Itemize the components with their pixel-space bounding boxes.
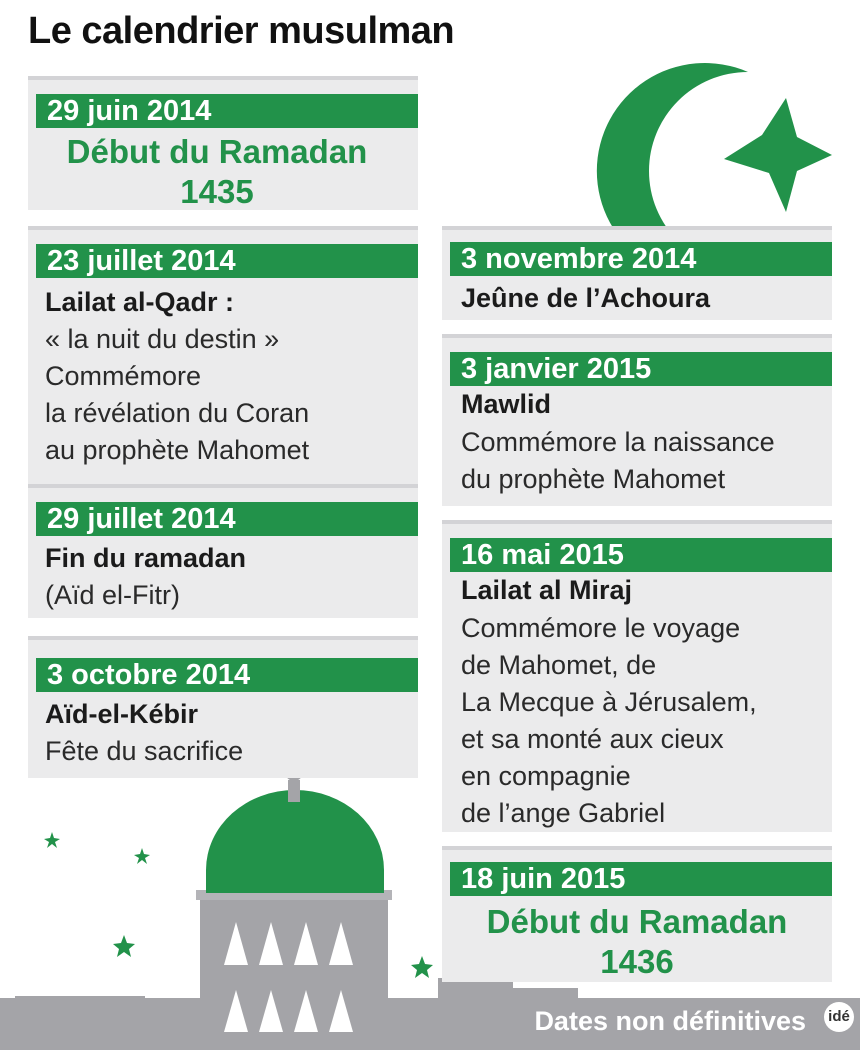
event-description: et sa monté aux cieux bbox=[461, 724, 724, 754]
event-card-mawlid bbox=[442, 334, 832, 506]
event-heading-year: 1435 bbox=[180, 173, 254, 210]
event-card-lailat-al-miraj bbox=[442, 520, 832, 832]
event-description: (Aïd el-Fitr) bbox=[45, 580, 180, 610]
event-date: 3 octobre 2014 bbox=[36, 658, 418, 692]
event-name: Fin du ramadan bbox=[45, 543, 247, 573]
event-date: 16 mai 2015 bbox=[450, 538, 832, 572]
event-description: en compagnie bbox=[461, 761, 631, 791]
event-description: de l’ange Gabriel bbox=[461, 798, 666, 828]
event-card-ramadan-1436 bbox=[442, 846, 832, 982]
event-description: « la nuit du destin » bbox=[45, 324, 280, 354]
star-icon bbox=[134, 848, 150, 864]
event-date: 23 juillet 2014 bbox=[36, 244, 418, 278]
event-name: Lailat al Miraj bbox=[461, 575, 633, 605]
event-description: du prophète Mahomet bbox=[461, 464, 726, 494]
event-description: de Mahomet, de bbox=[461, 650, 657, 680]
event-name: Jeûne de l’Achoura bbox=[461, 283, 711, 313]
event-name: Mawlid bbox=[461, 389, 552, 419]
page-title: Le calendrier musulman bbox=[28, 10, 455, 52]
event-description: Commémore le voyage bbox=[461, 613, 741, 643]
event-heading: Début du Ramadan bbox=[486, 903, 788, 940]
event-description: la révélation du Coran bbox=[45, 398, 310, 428]
event-description: Commémore la naissance bbox=[461, 427, 775, 457]
event-date: 3 novembre 2014 bbox=[450, 242, 832, 276]
event-heading: Début du Ramadan bbox=[66, 133, 368, 170]
star-icon bbox=[113, 935, 135, 957]
event-card-achoura bbox=[442, 226, 832, 320]
event-card-fin-ramadan bbox=[28, 484, 418, 618]
event-heading-year: 1436 bbox=[600, 943, 674, 980]
event-name: Lailat al-Qadr : bbox=[45, 287, 235, 317]
event-card-ramadan-1435 bbox=[28, 76, 418, 210]
star-icon bbox=[411, 956, 433, 978]
event-name: Aïd-el-Kébir bbox=[45, 699, 199, 729]
footer-note: Dates non définitives bbox=[534, 1006, 806, 1036]
event-description: La Mecque à Jérusalem, bbox=[461, 687, 757, 717]
ide-logo: idé bbox=[824, 1002, 854, 1032]
event-card-lailat-al-qadr bbox=[28, 226, 418, 484]
event-date: 29 juin 2014 bbox=[36, 94, 418, 128]
star-icon bbox=[44, 832, 60, 848]
event-description: au prophète Mahomet bbox=[45, 435, 310, 465]
event-date: 29 juillet 2014 bbox=[36, 502, 418, 536]
event-date: 18 juin 2015 bbox=[450, 862, 832, 896]
event-description: Fête du sacrifice bbox=[45, 736, 244, 766]
event-description: Commémore bbox=[45, 361, 202, 391]
event-card-aid-el-kebir bbox=[28, 636, 418, 778]
event-date: 3 janvier 2015 bbox=[450, 352, 832, 386]
